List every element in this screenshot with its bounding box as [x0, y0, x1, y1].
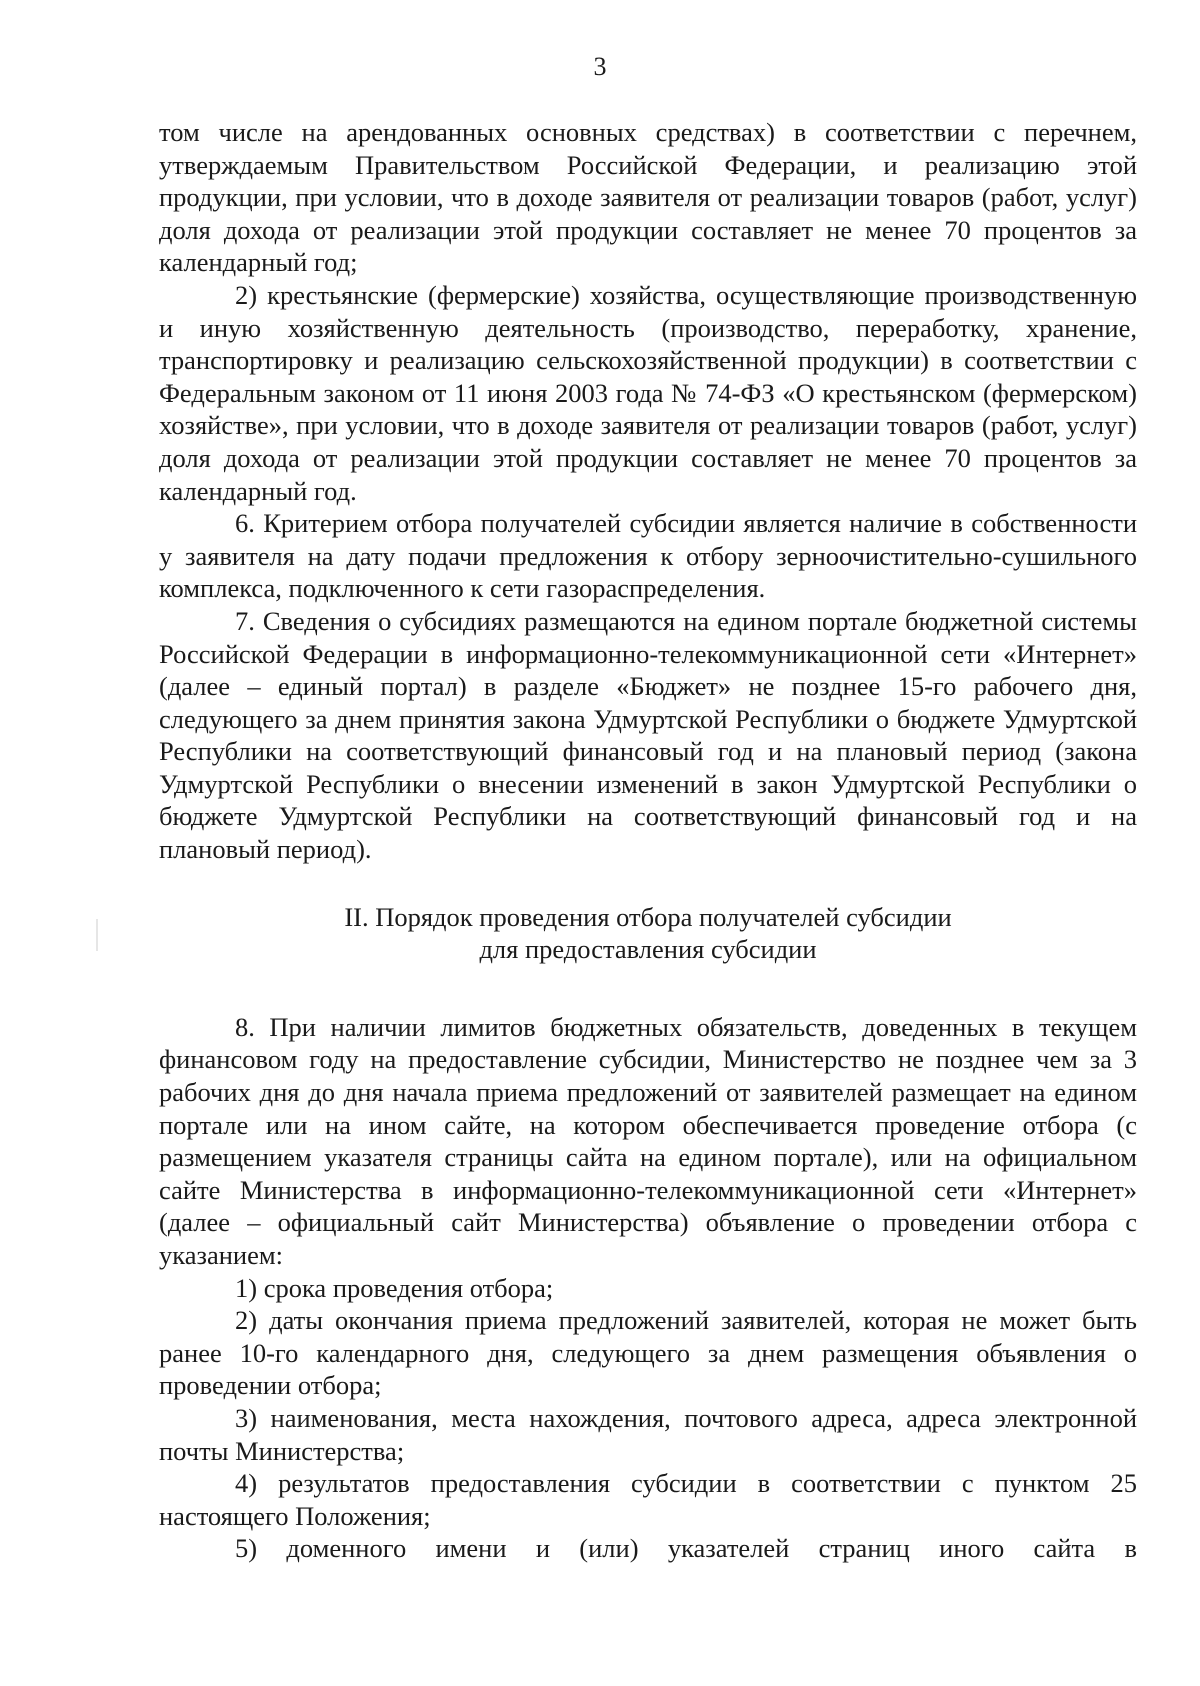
list-item-5: 5) доменного имени и (или) указателей страниц иного сайта в — [235, 1533, 1137, 1564]
list-item-3: 3) наименования, места нахождения, почтового адреса, адреса электронной почты Министерства; — [159, 1402, 1137, 1466]
scan-margin-mark — [96, 919, 98, 951]
list-item-4: 4) результатов предоставления субсидии в соответствии с пунктом 25 настоящего Положения; — [159, 1468, 1137, 1531]
section-heading — [159, 901, 1137, 966]
paragraph-continuation: том числе на арендованных основных средствах) в соответствии с перечнем, утверждаемым Правительством Российской Федерации, и реализацию этой продукции, при условии, что в доходе заявителя от реализации товаров (работ, услуг) доля дохода от реализации этой продукции составляет не менее 70 процентов за календарный год; — [159, 117, 1137, 278]
paragraph-point-6: 6. Критерием отбора получателей субсидии является наличие в собственности у заявителя на дату подачи предложения к отбору зерноочистительно-сушильного комплекса, подключенного к сети газораспределения. — [159, 508, 1137, 604]
page-number: 3 — [593, 52, 607, 81]
list-item-2: 2) даты окончания приема предложений заявителей, которая не может быть ранее 10-го календарного дня, следующего за днем размещения объявления о проведении отбора; — [159, 1305, 1137, 1401]
paragraph-point-8: 8. При наличии лимитов бюджетных обязательств, доведенных в текущем финансовом году на предоставление субсидии, Министерство не позднее чем за 3 рабочих дня до дня начала приема предложений от заявителей размещает на едином портале или на ином сайте, на котором обеспечивается проведение отбора (с размещением указателя страницы сайта на едином портале), или на официальном сайте Министерства в информационно-телекоммуникационной сети «Интернет» (далее – официальный сайт Министерства) объявление о проведении отбора с указанием: — [159, 1011, 1137, 1270]
list-item-1: 1) срока проведения отбора; — [235, 1272, 554, 1303]
section-heading-line-1: II. Порядок проведения отбора получателей субсидии — [344, 901, 952, 932]
paragraph-point-7: 7. Сведения о субсидиях размещаются на едином портале бюджетной системы Российской Федерации в информационно-телекоммуникационной сети «Интернет» (далее – единый портал) в разделе «Бюджет» не позднее 15-го рабочего дня, следующего за днем принятия закона Удмуртской Республики о бюджете Удмуртской Республики на соответствующий финансовый год и на плановый период (закона Удмуртской Республики о внесении изменений в закон Удмуртской Республики о бюджете Удмуртской Республики на соответствующий финансовый год и на плановый период). — [159, 605, 1137, 865]
section-heading-line-2: для предоставления субсидии — [479, 934, 817, 965]
paragraph-item-2: 2) крестьянские (фермерские) хозяйства, осуществляющие производственную и иную хозяйственную деятельность (производство, переработку, хранение, транспортировку и реализацию сельскохозяйственной продукции) в соответствии с Федеральным законом от 11 июня 2003 года № 74-ФЗ «О крестьянском (фермерском) хозяйстве», при условии, что в доходе заявителя от реализации товаров (работ, услуг) доля дохода от реализации этой продукции составляет не менее 70 процентов за календарный год. — [159, 279, 1137, 506]
document-body — [159, 116, 1137, 1565]
